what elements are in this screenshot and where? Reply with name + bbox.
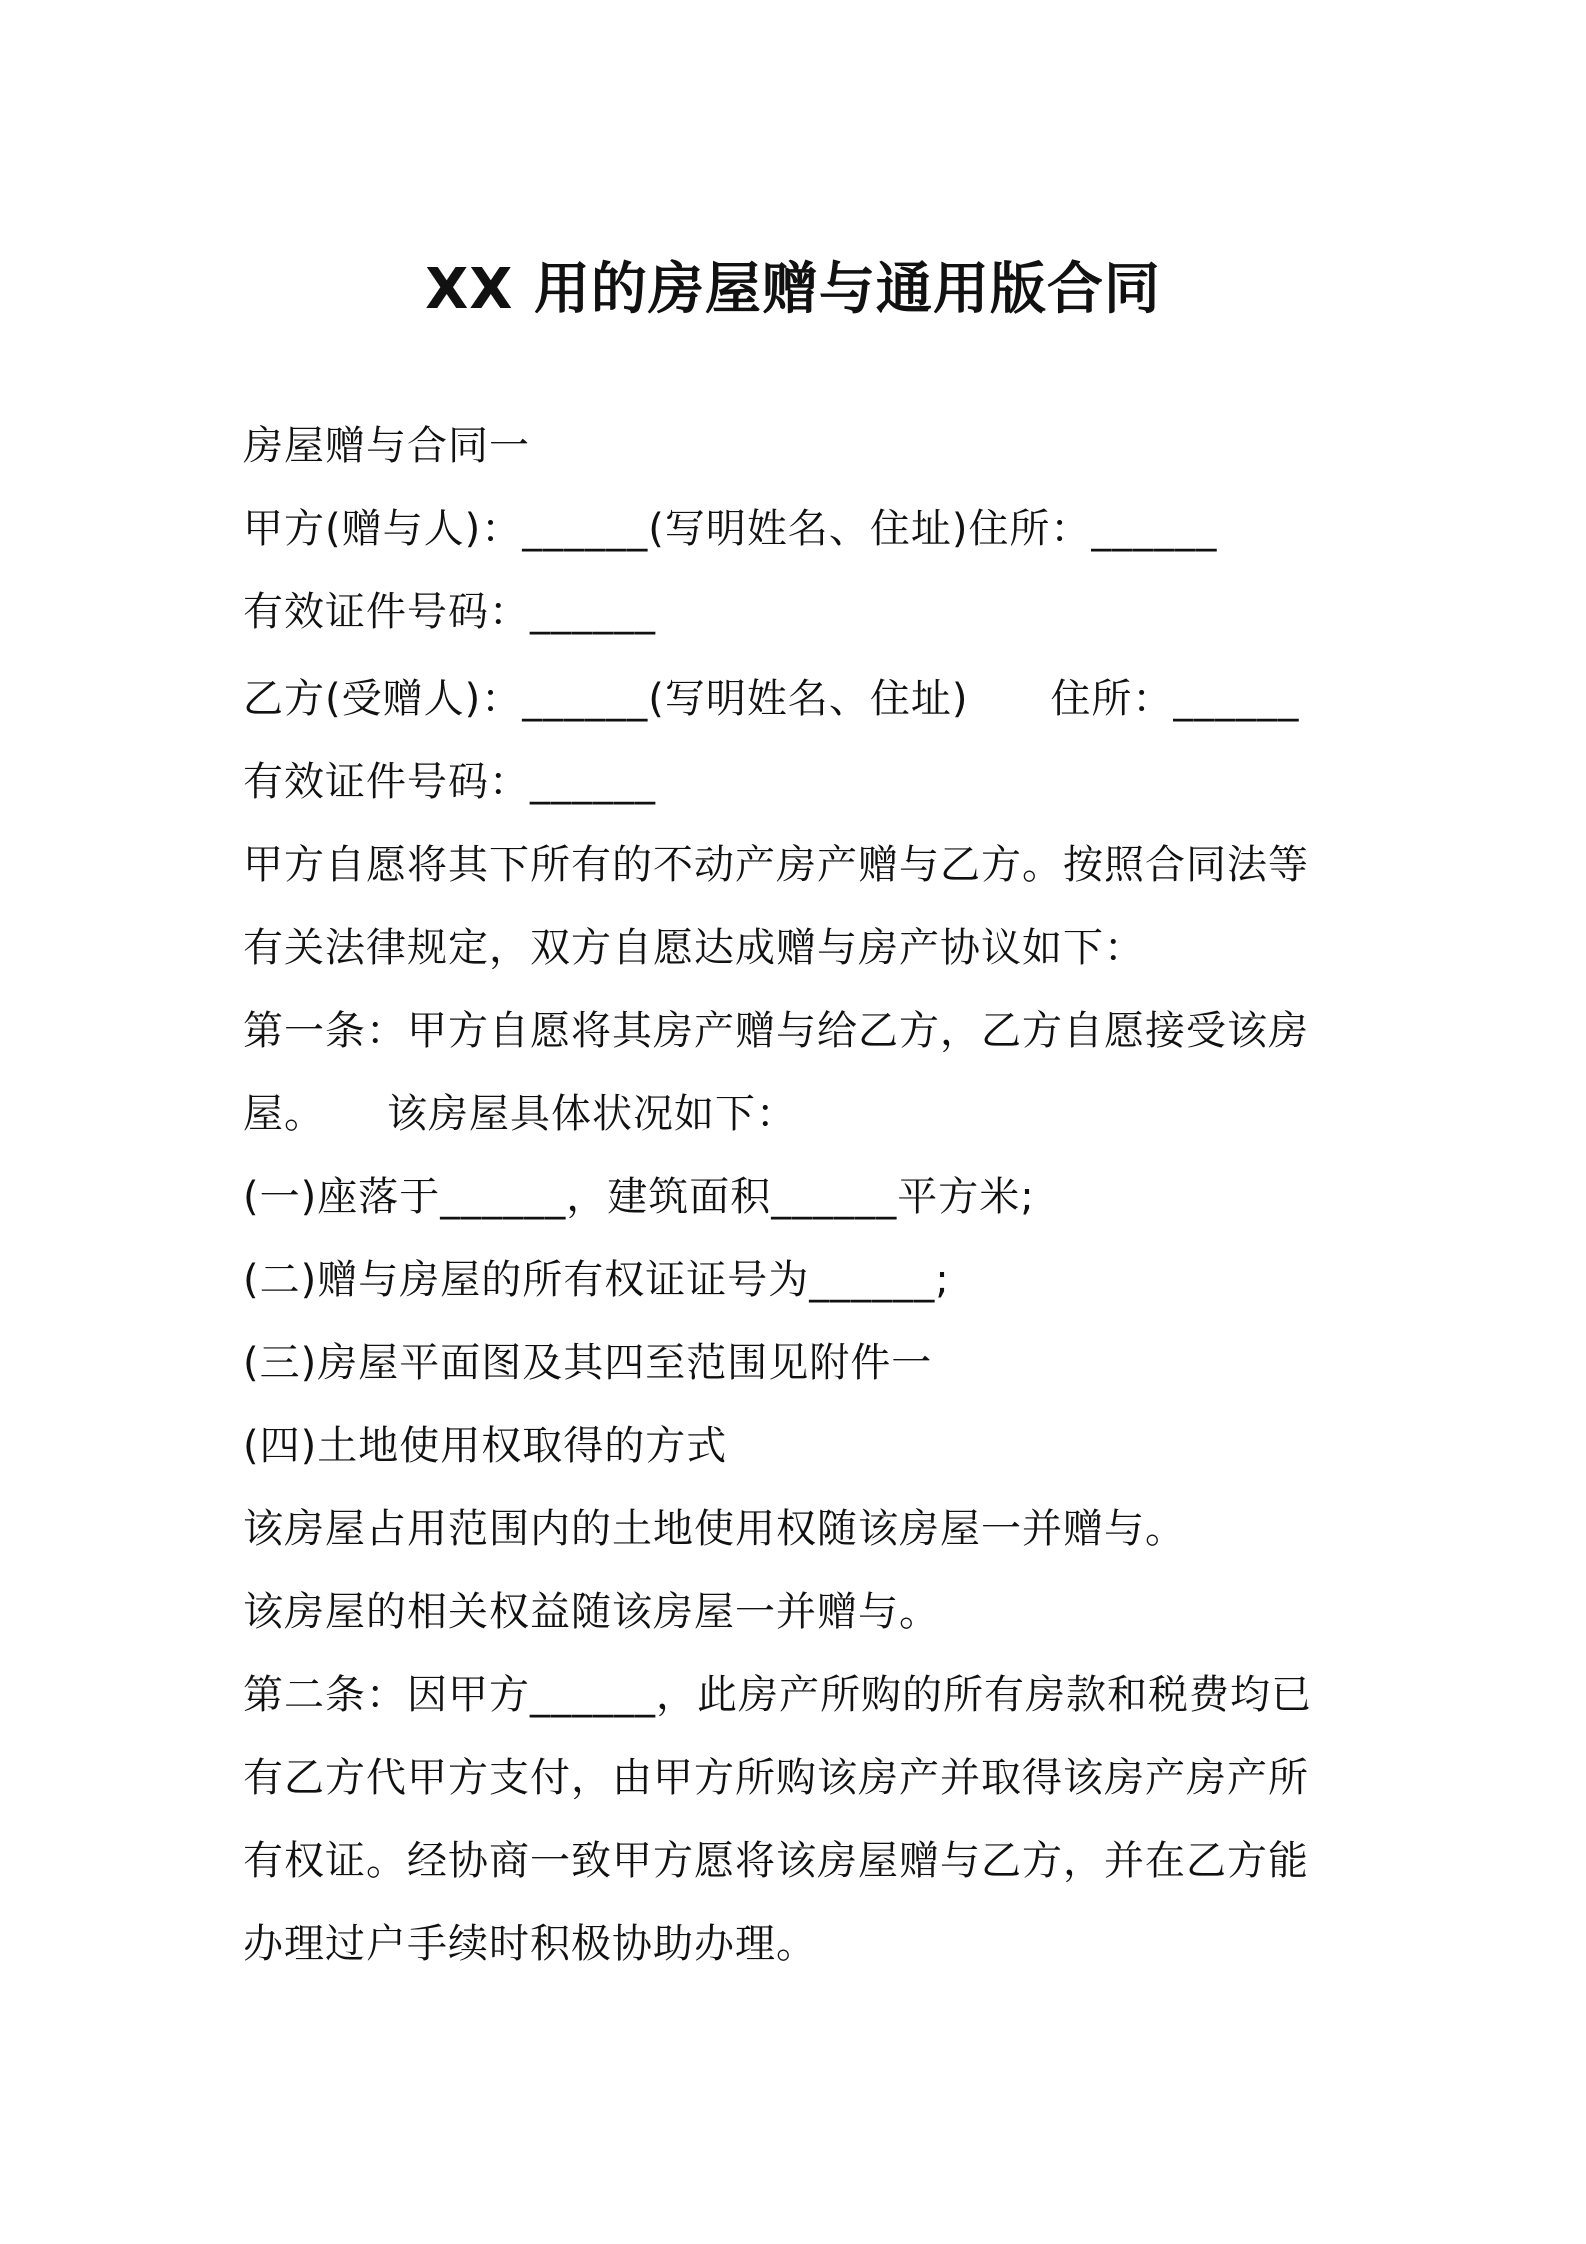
clause-item: (三)房屋平面图及其四至范围见附件一 — [243, 1340, 933, 1386]
paragraph-line: 该房屋的相关权益随该房屋一并赠与。 — [243, 1589, 940, 1635]
article-line: 第二条：因甲方______，此房产所购的所有房款和税费均已 — [243, 1672, 1312, 1718]
paragraph-line: 甲方自愿将其下所有的不动产房产赠与乙方。按照合同法等 — [243, 842, 1309, 888]
article-line: 有乙方代甲方支付，由甲方所购该房产并取得该房产房产所 — [243, 1755, 1309, 1801]
party-a-id-line: 有效证件号码：______ — [243, 589, 656, 635]
document-body — [243, 405, 1363, 1986]
article-line: 第一条：甲方自愿将其房产赠与给乙方，乙方自愿接受该房 — [243, 1008, 1309, 1054]
paragraph-line: 有关法律规定，双方自愿达成赠与房产协议如下： — [243, 925, 1145, 971]
party-a-line: 甲方(赠与人)：______(写明姓名、住址)住所：______ — [243, 506, 1218, 552]
party-b-line: 乙方(受赠人)：______(写明姓名、住址) 住所：______ — [243, 676, 1300, 722]
article-line: 有权证。经协商一致甲方愿将该房屋赠与乙方，并在乙方能 — [243, 1838, 1309, 1884]
party-b-id-line: 有效证件号码：______ — [243, 759, 656, 805]
document-title: XX 用的房屋赠与通用版合同 — [425, 257, 1161, 322]
section-heading: 房屋赠与合同一 — [243, 423, 530, 469]
clause-item: (四)土地使用权取得的方式 — [243, 1423, 728, 1469]
article-line: 办理过户手续时积极协助办理。 — [243, 1921, 817, 1967]
clause-item: (二)赠与房屋的所有权证证号为______; — [243, 1257, 950, 1303]
clause-item: (一)座落于______，建筑面积______平方米; — [243, 1174, 1035, 1220]
paragraph-line: 该房屋占用范围内的土地使用权随该房屋一并赠与。 — [243, 1506, 1186, 1552]
article-line: 屋。 该房屋具体状况如下： — [243, 1091, 797, 1137]
